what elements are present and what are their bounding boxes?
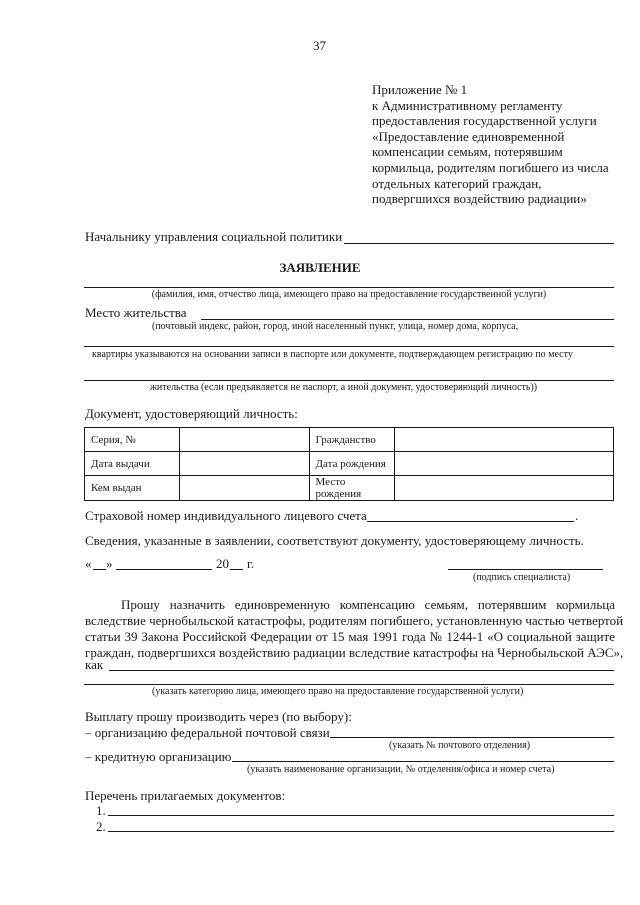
request-line-2: вследствие чернобыльской катастрофы, родителям погибшего, установленную частью четвертой [85,613,624,628]
signature-hint: (подпись специалиста) [473,572,571,583]
appendix-line: кормильца, родителям погибшего из числа [372,159,609,175]
request-how: как [85,657,104,672]
category-field[interactable] [109,670,614,671]
residence-hint-3: жительства (если предъявляется не паспорт, а иной документ, удостоверяющий личность)) [150,382,538,393]
residence-hint-2: квартиры указываются на основании записи в паспорте или документе, подтверждающем регистрацию по месту [92,349,573,360]
birth-date-label: Дата рождения [309,452,394,476]
residence-field-2[interactable] [84,346,614,347]
attachment-number-1: 1. [96,803,106,818]
series-input[interactable] [179,428,309,452]
attachments-heading: Перечень прилагаемых документов: [85,788,286,803]
id-doc-table [84,427,614,501]
table-row [85,476,614,501]
residence-label: Место жительства [85,305,187,320]
attachment-number-2: 2. [96,819,106,834]
appendix-line: к Административному регламенту [372,97,563,113]
category-hint: (указать категорию лица, имеющего право на предоставление государственной услуги) [152,686,524,697]
birth-date-input[interactable] [394,452,613,476]
bank-field[interactable] [232,761,614,762]
residence-hint-1: (почтовый индекс, район, город, иной населенный пункт, улица, номер дома, корпуса, [152,321,519,332]
addressee-label: Начальнику управления социальной политики [85,229,343,244]
appendix-line: «Предоставление единовременной [372,128,565,144]
birth-place-input[interactable] [394,476,613,501]
table-row [85,452,614,476]
payment-heading: Выплату прошу производить через (по выбору): [85,709,352,724]
snils-end: . [575,508,579,523]
form-title: ЗАЯВЛЕНИЕ [279,260,361,275]
table-row [85,428,614,452]
request-line-1: Прошу назначить единовременную компенсацию семьям, потерявшим кормильца [121,597,615,612]
date-year-field[interactable] [230,569,243,570]
post-hint: (указать № почтового отделения) [389,740,531,751]
residence-field-3[interactable] [84,380,614,381]
date-day-field[interactable] [93,569,106,570]
date-month-field[interactable] [116,569,212,570]
id-doc-heading: Документ, удостоверяющий личность: [85,406,298,421]
date-open-quote: « [85,556,92,571]
appendix-line: отдельных категорий граждан, [372,175,542,191]
appendix-line: подвергшихся воздействию радиации» [372,191,587,207]
date-year-prefix: 20 [216,556,229,571]
citizenship-input[interactable] [394,428,613,452]
post-label: – организацию федеральной почтовой связи [85,725,330,740]
page-number: 37 [313,38,326,53]
appendix-line: предоставления государственной услуги [372,113,597,129]
bank-hint: (указать наименование организации, № отделения/офиса и номер счета) [247,764,555,775]
series-label: Серия, № [85,428,180,452]
date-close-quote: » [106,556,113,571]
attachment-field-1[interactable] [108,815,614,816]
snils-field[interactable] [367,521,574,522]
fio-field[interactable] [84,287,614,288]
addressee-field[interactable] [344,243,614,244]
category-field-2[interactable] [84,684,614,685]
snils-label: Страховой номер индивидуального лицевого счета [85,508,367,523]
appendix-line: Приложение № 1 [372,82,468,97]
confirm-text: Сведения, указанные в заявлении, соответствуют документу, удостоверяющему личность. [85,533,584,548]
date-year-suffix: г. [247,556,255,571]
residence-field[interactable] [201,319,614,320]
post-office-field[interactable] [330,737,614,738]
bank-label: – кредитную организацию [85,749,232,764]
request-line-4: граждан, подвергшихся воздействию радиации вследствие катастрофы на Чернобыльской АЭС», [85,645,624,660]
citizenship-label: Гражданство [309,428,394,452]
issue-date-label: Дата выдачи [85,452,180,476]
issued-by-input[interactable] [179,476,309,501]
attachment-field-2[interactable] [108,831,614,832]
appendix-line: компенсации семьям, потерявшим [372,144,563,160]
issue-date-input[interactable] [179,452,309,476]
fio-hint: (фамилия, имя, отчество лица, имеющего право на предоставление государственной услуги) [151,289,547,300]
issued-by-label: Кем выдан [85,476,180,501]
signature-field[interactable] [448,569,603,570]
request-line-3: статьи 39 Закона Российской Федерации от 15 мая 1991 года № 1244-1 «О социальной защите [85,629,615,644]
birth-place-label: Место рождения [309,476,394,501]
appendix-block [372,82,609,207]
